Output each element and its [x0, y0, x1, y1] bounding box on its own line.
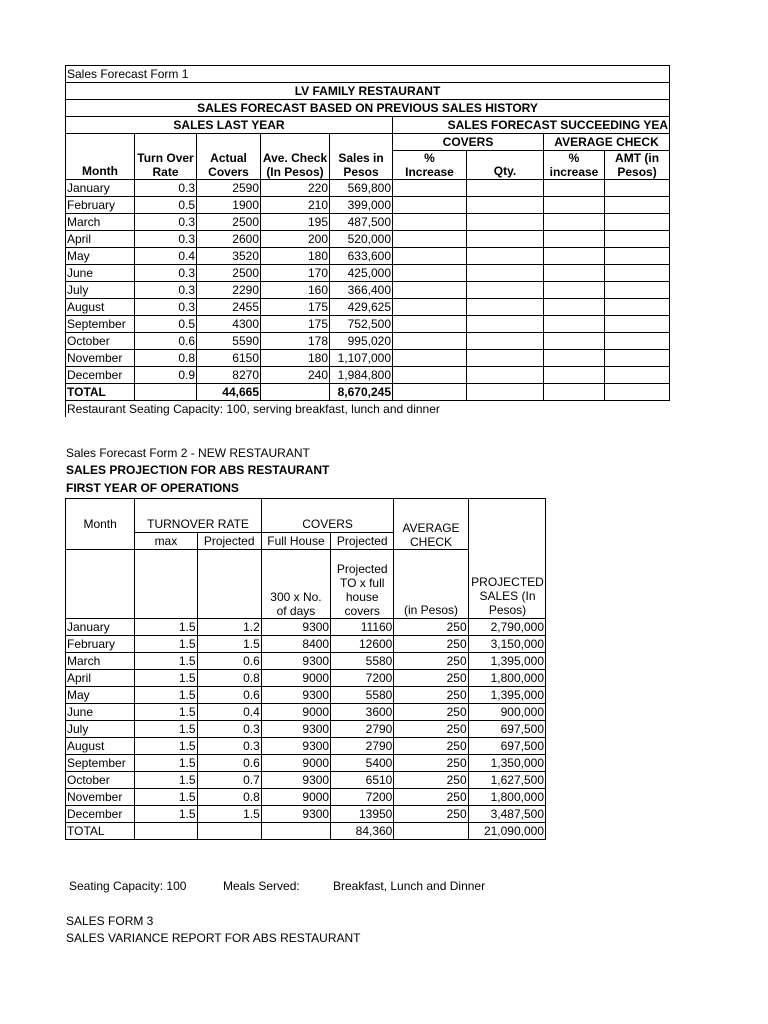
form1-forecast-empty-cell[interactable] — [605, 248, 670, 265]
form2-check-cell: 250 — [394, 721, 468, 738]
form1-col-ave-check: Ave. Check (In Pesos) — [261, 134, 330, 180]
form1-check-cell: 240 — [261, 367, 330, 384]
form1-month-cell: December — [66, 367, 135, 384]
form1-forecast-empty-cell[interactable] — [605, 265, 670, 282]
form2-table-row — [66, 704, 546, 721]
form2-sales-cell: 900,000 — [468, 704, 545, 721]
form2-desc-projected: Projected TO x full house covers — [331, 550, 394, 619]
form2-month-cell: August — [66, 738, 135, 755]
form1-month-cell: March — [66, 214, 135, 231]
form2-max-cell: 1.5 — [135, 704, 197, 721]
form1-covers-cell: 2590 — [197, 180, 261, 197]
form2-max-cell: 1.5 — [135, 738, 197, 755]
form2-table-row — [66, 789, 546, 806]
form1-check-cell: 175 — [261, 299, 330, 316]
form1-check-cell: 220 — [261, 180, 330, 197]
form1-table-row — [66, 299, 670, 316]
form2-projected-covers-cell: 7200 — [331, 789, 394, 806]
form2-max-cell: 1.5 — [135, 653, 197, 670]
form1-forecast-empty-cell[interactable] — [467, 316, 544, 333]
form2-projected-covers-cell: 13950 — [331, 806, 394, 823]
form2-max-cell: 1.5 — [135, 687, 197, 704]
form1-covers-cell: 2290 — [197, 282, 261, 299]
form2-projected-rate-cell: 0.3 — [197, 738, 261, 755]
form1-forecast-empty-cell[interactable] — [544, 316, 605, 333]
form1-covers-cell: 8270 — [197, 367, 261, 384]
form1-table-row — [66, 350, 670, 367]
form2-sales-cell: 697,500 — [468, 721, 545, 738]
form2-sub-max: max — [135, 533, 197, 550]
form2-sales-cell: 1,800,000 — [468, 670, 545, 687]
form2-subtitle: FIRST YEAR OF OPERATIONS — [66, 481, 239, 495]
form1-forecast-empty-cell[interactable] — [393, 231, 467, 248]
form2-max-cell: 1.5 — [135, 636, 197, 653]
form1-check-cell: 160 — [261, 282, 330, 299]
form1-check-cell: 175 — [261, 316, 330, 333]
form2-month-cell: January — [66, 619, 135, 636]
form2-table-row — [66, 806, 546, 823]
form1-forecast-empty-cell[interactable] — [544, 214, 605, 231]
form1-table-row — [66, 214, 670, 231]
form2-check-cell: 250 — [394, 738, 468, 755]
form2-table-row — [66, 687, 546, 704]
form1-sales-cell: 1,107,000 — [330, 350, 393, 367]
form1-restaurant-name: LV FAMILY RESTAURANT — [66, 83, 670, 100]
form2-max-cell: 1.5 — [135, 772, 197, 789]
form1-month-cell: June — [66, 265, 135, 282]
form1-forecast-empty-cell[interactable] — [467, 350, 544, 367]
form2-title: SALES PROJECTION FOR ABS RESTAURANT — [66, 463, 330, 477]
form1-forecast-empty-cell[interactable] — [467, 214, 544, 231]
form1-forecast-empty-cell[interactable] — [544, 299, 605, 316]
form1-table-row — [66, 231, 670, 248]
form2-sales-cell: 1,627,500 — [468, 772, 545, 789]
form1-rate-cell: 0.3 — [135, 265, 197, 282]
form1-forecast-empty-cell[interactable] — [605, 282, 670, 299]
form2-check-cell: 250 — [394, 772, 468, 789]
form2-sales-cell: 697,500 — [468, 738, 545, 755]
form1-covers-cell: 5590 — [197, 333, 261, 350]
form1-col-actual-covers: Actual Covers — [197, 134, 261, 180]
form1-covers-cell: 2600 — [197, 231, 261, 248]
form2-turnover-header: TURNOVER RATE — [135, 499, 262, 533]
form1-check-cell: 178 — [261, 333, 330, 350]
form1-covers-cell: 4300 — [197, 316, 261, 333]
form2-check-cell: 250 — [394, 670, 468, 687]
form2-total-label: TOTAL — [66, 823, 135, 840]
form2-projected-covers-cell: 6510 — [331, 772, 394, 789]
form1-col-pct-increase: % Increase — [393, 151, 467, 180]
form2-projected-rate-cell: 0.3 — [197, 721, 261, 738]
form1-sales-cell: 429,625 — [330, 299, 393, 316]
form2-month-cell: November — [66, 789, 135, 806]
form1-forecast-empty-cell[interactable] — [544, 180, 605, 197]
form1-col-sales: Sales in Pesos — [330, 134, 393, 180]
form2-month-cell: October — [66, 772, 135, 789]
form2-check-cell: 250 — [394, 704, 468, 721]
form1-forecast-empty-cell[interactable] — [605, 367, 670, 384]
form1-forecast-empty-cell[interactable] — [605, 231, 670, 248]
form1-forecast-empty-cell[interactable] — [467, 367, 544, 384]
form1-forecast-empty-cell[interactable] — [605, 316, 670, 333]
form2-table-row — [66, 738, 546, 755]
form2-projected-rate-cell: 1.5 — [197, 806, 261, 823]
sales-forecast-form-1-table — [65, 65, 670, 417]
form2-table-row — [66, 636, 546, 653]
form1-rate-cell: 0.3 — [135, 180, 197, 197]
form1-forecast-empty-cell[interactable] — [544, 350, 605, 367]
form2-sales-cell: 3,150,000 — [468, 636, 545, 653]
form1-total-sales: 8,670,245 — [330, 384, 393, 401]
form2-check-cell: 250 — [394, 619, 468, 636]
form2-fullhouse-cell: 9300 — [261, 653, 330, 670]
form1-forecast-empty-cell[interactable] — [393, 214, 467, 231]
form1-forecast-empty-cell[interactable] — [544, 367, 605, 384]
form2-sub-projected: Projected — [197, 533, 261, 550]
form2-fullhouse-cell: 9000 — [261, 670, 330, 687]
form2-seating-capacity: Seating Capacity: 100 — [69, 879, 187, 893]
form1-rate-cell: 0.8 — [135, 350, 197, 367]
form1-covers-header: COVERS — [393, 134, 544, 151]
form1-forecast-empty-cell[interactable] — [467, 333, 544, 350]
form1-avg-check-header: AVERAGE CHECK — [544, 134, 670, 151]
form1-forecast-empty-cell[interactable] — [393, 367, 467, 384]
form2-max-cell: 1.5 — [135, 789, 197, 806]
form1-covers-cell: 2455 — [197, 299, 261, 316]
form2-fullhouse-cell: 9000 — [261, 789, 330, 806]
form1-rate-cell: 0.3 — [135, 299, 197, 316]
form1-covers-cell: 2500 — [197, 214, 261, 231]
form1-month-cell: January — [66, 180, 135, 197]
form1-check-cell: 210 — [261, 197, 330, 214]
form1-col-pct-increase-2: % increase — [544, 151, 605, 180]
form2-month-cell: February — [66, 636, 135, 653]
form1-total-covers: 44,665 — [197, 384, 261, 401]
form1-covers-cell: 2500 — [197, 265, 261, 282]
form2-label: Sales Forecast Form 2 - NEW RESTAURANT — [66, 446, 310, 460]
form1-rate-cell: 0.4 — [135, 248, 197, 265]
form1-col-qty: Qty. — [467, 151, 544, 180]
form3-title: SALES VARIANCE REPORT FOR ABS RESTAURANT — [66, 931, 361, 945]
form2-table-row — [66, 755, 546, 772]
form2-projected-rate-cell: 0.6 — [197, 687, 261, 704]
form2-projected-rate-cell: 0.6 — [197, 653, 261, 670]
form1-covers-cell: 3520 — [197, 248, 261, 265]
form2-month-cell: December — [66, 806, 135, 823]
form2-max-cell: 1.5 — [135, 670, 197, 687]
form2-sub-projected-covers: Projected — [331, 533, 394, 550]
form1-footnote: Restaurant Seating Capacity: 100, serving breakfast, lunch and dinner — [66, 401, 670, 418]
form2-sales-cell: 3,487,500 — [468, 806, 545, 823]
form1-table-row — [66, 180, 670, 197]
form2-projected-covers-cell: 3600 — [331, 704, 394, 721]
form1-forecast-empty-cell[interactable] — [393, 282, 467, 299]
form1-forecast-empty-cell[interactable] — [467, 180, 544, 197]
form1-forecast-empty-cell[interactable] — [544, 282, 605, 299]
form1-last-year-header: SALES LAST YEAR — [66, 117, 393, 134]
form2-projected-covers-cell: 11160 — [331, 619, 394, 636]
form1-check-cell: 200 — [261, 231, 330, 248]
form2-projected-covers-cell: 7200 — [331, 670, 394, 687]
form1-forecast-empty-cell[interactable] — [544, 265, 605, 282]
form1-table-row — [66, 316, 670, 333]
form1-table-row — [66, 265, 670, 282]
form2-fullhouse-cell: 9300 — [261, 806, 330, 823]
form2-table-row — [66, 653, 546, 670]
form1-sales-cell: 520,000 — [330, 231, 393, 248]
form2-projected-rate-cell: 1.5 — [197, 636, 261, 653]
form1-forecast-empty-cell[interactable] — [393, 197, 467, 214]
form1-month-cell: September — [66, 316, 135, 333]
form1-sales-cell: 399,000 — [330, 197, 393, 214]
form1-forecast-empty-cell[interactable] — [605, 197, 670, 214]
form2-fullhouse-cell: 9000 — [261, 704, 330, 721]
form1-forecast-empty-cell[interactable] — [544, 231, 605, 248]
form2-sales-cell: 1,395,000 — [468, 687, 545, 704]
form1-col-month: Month — [66, 134, 135, 180]
form1-month-cell: August — [66, 299, 135, 316]
form2-desc-fullhouse: 300 x No. of days — [261, 550, 330, 619]
form1-sales-cell: 1,984,800 — [330, 367, 393, 384]
form1-forecast-empty-cell[interactable] — [393, 265, 467, 282]
form1-forecast-empty-cell[interactable] — [393, 333, 467, 350]
form1-rate-cell: 0.3 — [135, 282, 197, 299]
form1-sales-cell: 425,000 — [330, 265, 393, 282]
form2-month-cell: March — [66, 653, 135, 670]
form2-month-cell: April — [66, 670, 135, 687]
form2-month-cell: September — [66, 755, 135, 772]
form1-forecast-empty-cell[interactable] — [393, 299, 467, 316]
form2-table-row — [66, 721, 546, 738]
form2-check-cell: 250 — [394, 653, 468, 670]
form2-table-row — [66, 619, 546, 636]
form2-desc-check: (in Pesos) — [394, 550, 468, 619]
form2-sub-fullhouse: Full House — [261, 533, 330, 550]
form1-check-cell: 195 — [261, 214, 330, 231]
form1-forecast-empty-cell[interactable] — [544, 248, 605, 265]
form1-rate-cell: 0.3 — [135, 231, 197, 248]
form1-forecast-empty-cell[interactable] — [467, 265, 544, 282]
form2-max-cell: 1.5 — [135, 721, 197, 738]
form1-forecast-empty-cell[interactable] — [605, 180, 670, 197]
form2-projected-rate-cell: 0.8 — [197, 789, 261, 806]
form2-projected-covers-cell: 2790 — [331, 738, 394, 755]
form1-month-cell: May — [66, 248, 135, 265]
form2-covers-header: COVERS — [261, 499, 394, 533]
form2-sales-cell: 2,790,000 — [468, 619, 545, 636]
form1-sales-cell: 995,020 — [330, 333, 393, 350]
form1-sales-cell: 487,500 — [330, 214, 393, 231]
form2-fullhouse-cell: 9300 — [261, 687, 330, 704]
form2-projected-covers-cell: 5400 — [331, 755, 394, 772]
form1-rate-cell: 0.5 — [135, 197, 197, 214]
form2-max-cell: 1.5 — [135, 755, 197, 772]
form1-covers-cell: 1900 — [197, 197, 261, 214]
form1-table-row — [66, 367, 670, 384]
form2-month-cell: May — [66, 687, 135, 704]
form1-label: Sales Forecast Form 1 — [66, 66, 670, 83]
form1-rate-cell: 0.3 — [135, 214, 197, 231]
form1-rate-cell: 0.6 — [135, 333, 197, 350]
form1-forecast-empty-cell[interactable] — [467, 197, 544, 214]
form2-meals-value: Breakfast, Lunch and Dinner — [333, 879, 486, 893]
form2-month-cell: July — [66, 721, 135, 738]
form1-sales-cell: 569,800 — [330, 180, 393, 197]
form2-table-row — [66, 772, 546, 789]
form2-projected-rate-cell: 0.4 — [197, 704, 261, 721]
form1-check-cell: 180 — [261, 350, 330, 367]
form2-projected-covers-cell: 5580 — [331, 653, 394, 670]
form2-total-covers: 84,360 — [331, 823, 394, 840]
form1-month-cell: October — [66, 333, 135, 350]
form1-forecast-empty-cell[interactable] — [605, 333, 670, 350]
form2-projected-covers-cell: 5580 — [331, 687, 394, 704]
form1-sales-cell: 752,500 — [330, 316, 393, 333]
form2-desc-sales: PROJECTED SALES (In Pesos) — [471, 575, 544, 617]
form1-table-row — [66, 333, 670, 350]
form1-table-row — [66, 197, 670, 214]
form2-check-cell: 250 — [394, 789, 468, 806]
form1-forecast-empty-cell[interactable] — [605, 350, 670, 367]
form2-avg-check-header: AVERAGE CHECK — [394, 499, 468, 550]
form1-forecast-empty-cell[interactable] — [393, 248, 467, 265]
form1-month-cell: July — [66, 282, 135, 299]
form2-fullhouse-cell: 9300 — [261, 772, 330, 789]
form2-col-month: Month — [66, 499, 135, 550]
form2-meals-label: Meals Served: — [223, 879, 300, 893]
form1-forecast-empty-cell[interactable] — [467, 282, 544, 299]
form3-label: SALES FORM 3 — [66, 914, 154, 928]
form1-total-label: TOTAL — [66, 384, 135, 401]
form2-max-cell: 1.5 — [135, 806, 197, 823]
form2-fullhouse-cell: 9300 — [261, 738, 330, 755]
form1-forecast-empty-cell[interactable] — [393, 180, 467, 197]
form2-sales-cell: 1,800,000 — [468, 789, 545, 806]
form2-sales-cell: 1,350,000 — [468, 755, 545, 772]
form1-forecast-empty-cell[interactable] — [393, 350, 467, 367]
form2-projected-covers-cell: 12600 — [331, 636, 394, 653]
form2-check-cell: 250 — [394, 806, 468, 823]
form2-fullhouse-cell: 9300 — [261, 721, 330, 738]
form1-forecast-empty-cell[interactable] — [605, 299, 670, 316]
form1-sales-cell: 366,400 — [330, 282, 393, 299]
form2-projected-rate-cell: 1.2 — [197, 619, 261, 636]
form1-sales-cell: 633,600 — [330, 248, 393, 265]
form2-projected-rate-cell: 0.8 — [197, 670, 261, 687]
sales-projection-form-2-table — [65, 498, 546, 840]
form1-covers-cell: 6150 — [197, 350, 261, 367]
form1-forecast-empty-cell[interactable] — [467, 231, 544, 248]
form2-projected-covers-cell: 2790 — [331, 721, 394, 738]
form1-forecast-empty-cell[interactable] — [544, 333, 605, 350]
form1-rate-cell: 0.5 — [135, 316, 197, 333]
form2-check-cell: 250 — [394, 755, 468, 772]
form1-forecast-empty-cell[interactable] — [393, 316, 467, 333]
form2-projected-rate-cell: 0.7 — [197, 772, 261, 789]
form2-fullhouse-cell: 9300 — [261, 619, 330, 636]
form2-fullhouse-cell: 9000 — [261, 755, 330, 772]
form1-check-cell: 170 — [261, 265, 330, 282]
form2-check-cell: 250 — [394, 636, 468, 653]
form2-projected-rate-cell: 0.6 — [197, 755, 261, 772]
form1-table-row — [66, 282, 670, 299]
form1-table-row — [66, 248, 670, 265]
form1-forecast-empty-cell[interactable] — [544, 197, 605, 214]
form1-forecast-empty-cell[interactable] — [605, 214, 670, 231]
form1-subtitle: SALES FORECAST BASED ON PREVIOUS SALES HISTORY — [66, 100, 670, 117]
form1-forecast-empty-cell[interactable] — [467, 248, 544, 265]
form1-month-cell: April — [66, 231, 135, 248]
form1-check-cell: 180 — [261, 248, 330, 265]
form1-forecast-header: SALES FORECAST SUCCEEDING YEA — [393, 117, 670, 134]
form2-table-row — [66, 670, 546, 687]
form1-rate-cell: 0.9 — [135, 367, 197, 384]
form1-month-cell: February — [66, 197, 135, 214]
form1-col-turnover: Turn Over Rate — [135, 134, 197, 180]
form2-fullhouse-cell: 8400 — [261, 636, 330, 653]
form1-month-cell: November — [66, 350, 135, 367]
form2-max-cell: 1.5 — [135, 619, 197, 636]
form2-month-cell: June — [66, 704, 135, 721]
form2-sales-cell: 1,395,000 — [468, 653, 545, 670]
form1-forecast-empty-cell[interactable] — [467, 299, 544, 316]
form2-check-cell: 250 — [394, 687, 468, 704]
form1-col-amt: AMT (in Pesos) — [605, 151, 670, 180]
form2-total-sales: 21,090,000 — [468, 823, 545, 840]
